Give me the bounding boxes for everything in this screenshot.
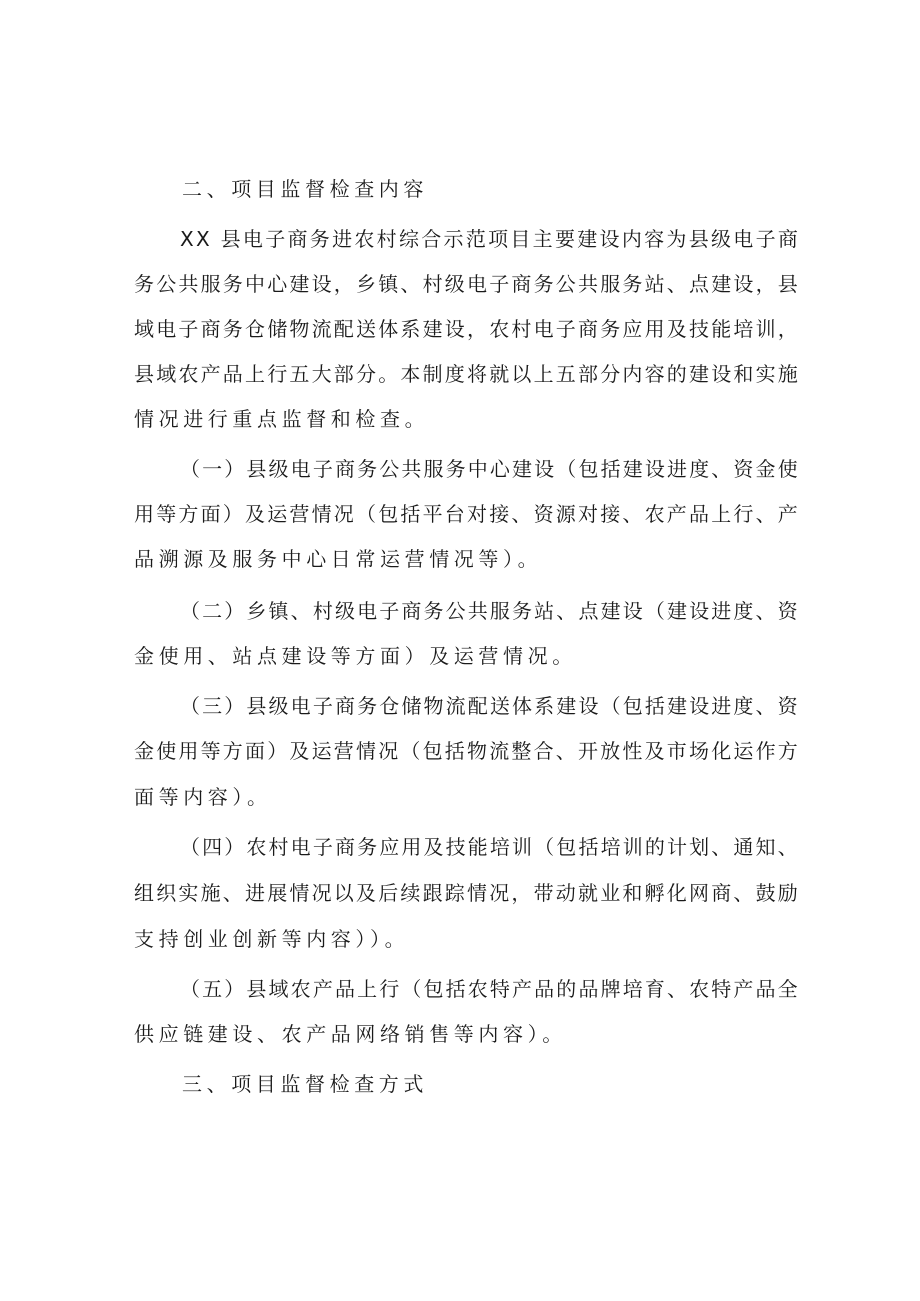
paragraph-line: 县域农产品上行五大部分。本制度将就以上五部分内容的建设和实施 xyxy=(134,362,800,386)
list-item-line: 供应链建设、农产品网络销售等内容）。 xyxy=(134,1022,567,1046)
list-item-line: 组织实施、进展情况以及后续跟踪情况，带动就业和孵化网商、鼓励 xyxy=(134,881,800,905)
list-item-line: （五）县域农产品上行（包括农特产品的品牌培育、农特产品全 xyxy=(180,977,800,1001)
list-item-line: （三）县级电子商务仓储物流配送体系建设（包括建设进度、资 xyxy=(180,694,800,718)
list-item-line: 面等内容）。 xyxy=(134,785,272,809)
paragraph-line: 域电子商务仓储物流配送体系建设，农村电子商务应用及技能培训， xyxy=(134,317,800,341)
paragraph-line: 情况进行重点监督和检查。 xyxy=(134,407,430,431)
section-heading-method: 三、项目监督检查方式 xyxy=(182,1072,428,1096)
list-item-line: （四）农村电子商务应用及技能培训（包括培训的计划、通知、 xyxy=(180,835,800,859)
list-item-line: （一）县级电子商务公共服务中心建设（包括建设进度、资金使 xyxy=(180,457,800,481)
paragraph-line: XX 县电子商务进农村综合示范项目主要建设内容为县级电子商 xyxy=(180,227,801,251)
list-item-line: 金使用、站点建设等方面）及运营情况。 xyxy=(134,644,577,668)
section-heading-content: 二、项目监督检查内容 xyxy=(182,177,428,201)
list-item-line: （二）乡镇、村级电子商务公共服务站、点建设（建设进度、资 xyxy=(180,599,800,623)
paragraph-line: 务公共服务中心建设，乡镇、村级电子商务公共服务站、点建设，县 xyxy=(134,272,800,296)
list-item-line: 品溯源及服务中心日常运营情况等）。 xyxy=(134,547,543,571)
list-item-line: 金使用等方面）及运营情况（包括物流整合、开放性及市场化运作方 xyxy=(134,739,800,763)
list-item-line: 用等方面）及运营情况（包括平台对接、资源对接、农产品上行、产 xyxy=(134,502,800,526)
list-item-line: 支持创业创新等内容））。 xyxy=(134,927,410,951)
